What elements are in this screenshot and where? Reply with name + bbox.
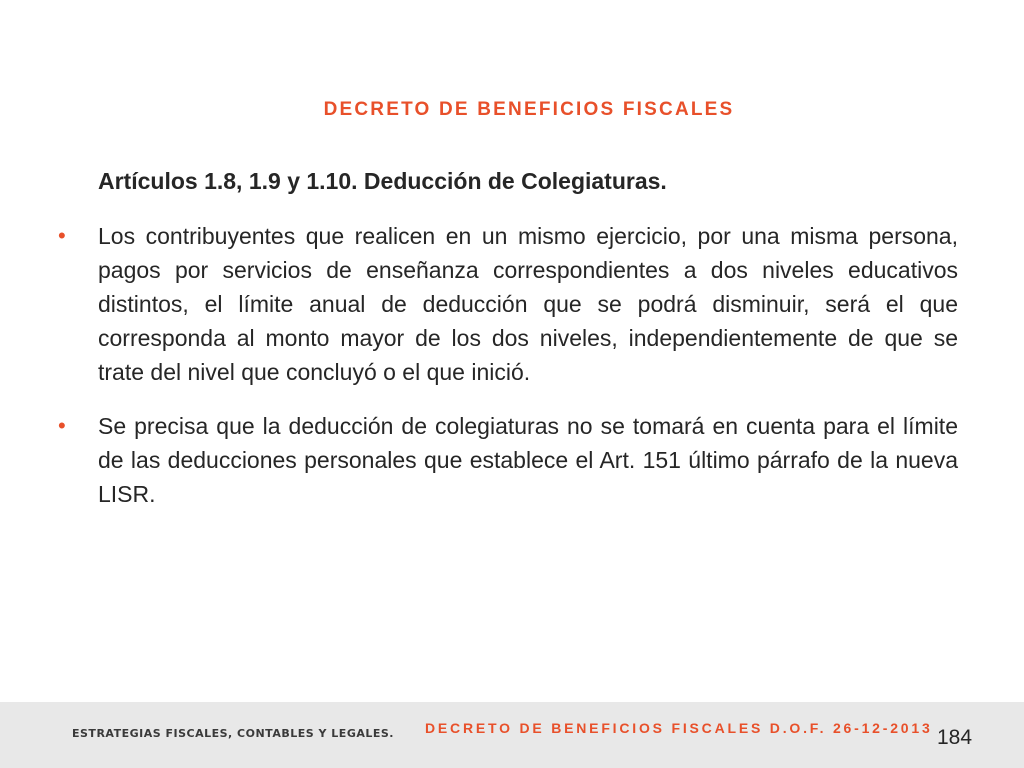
bullet-item: [58, 219, 958, 389]
footer-bar: [0, 702, 1024, 768]
footer-decree-reference: DECRETO DE BENEFICIOS FISCALES D.O.F. 26-12-2013: [425, 720, 933, 736]
bullet-icon: •: [58, 223, 66, 248]
bullet-text: Los contribuyentes que realicen en un mismo ejercicio, por una misma persona, pagos por servicios de enseñanza correspondientes a dos niveles educativos distintos, el límite anual de deducción que se podrá disminuir, será el que corresponda al monto mayor de los dos niveles, independientemente de que se trate del nivel que concluyó o el que inició.: [98, 223, 958, 385]
bullet-icon: •: [58, 413, 66, 438]
slide-content: [58, 164, 958, 531]
page-number: 184: [937, 726, 973, 749]
bullet-text: Se precisa que la deducción de colegiaturas no se tomará en cuenta para el límite de las deducciones personales que establece el Art. 151 último párrafo de la nueva LISR.: [98, 413, 958, 507]
bullet-item: [58, 409, 958, 511]
footer-company-name: ESTRATEGIAS FISCALES, CONTABLES Y LEGALES.: [72, 727, 394, 740]
slide-title: DECRETO DE BENEFICIOS FISCALES: [323, 99, 735, 120]
subheading: Artículos 1.8, 1.9 y 1.10. Deducción de Colegiaturas.: [98, 168, 667, 194]
